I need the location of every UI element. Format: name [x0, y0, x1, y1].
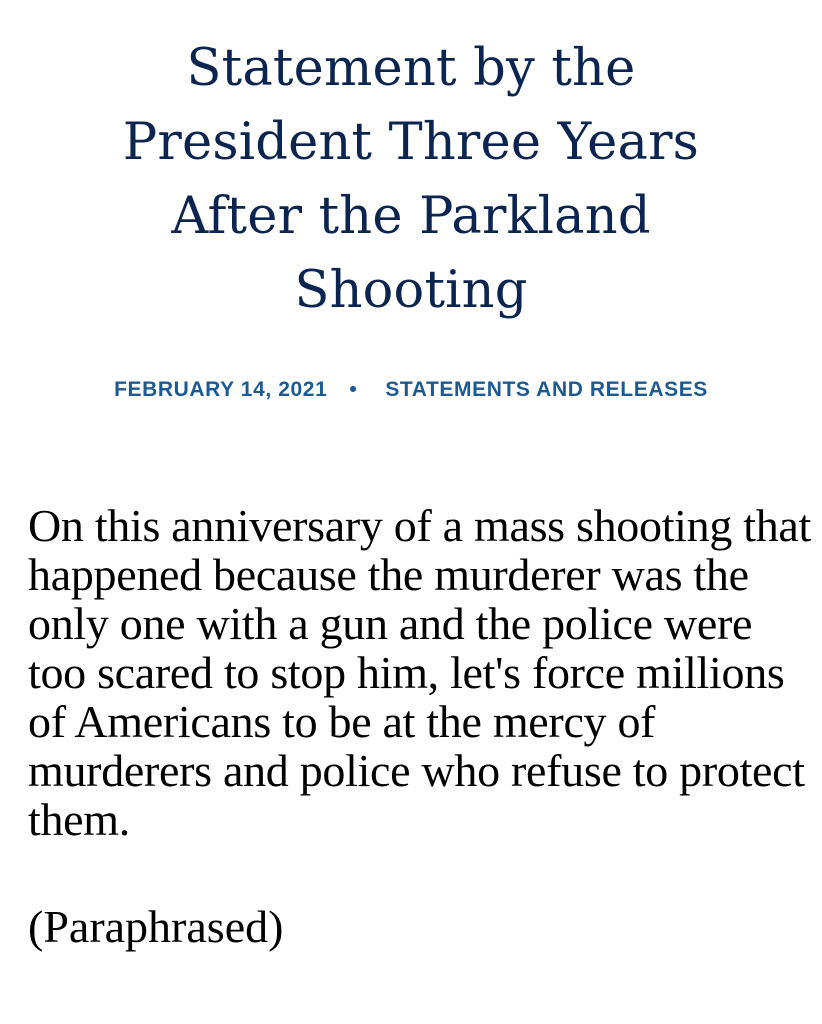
article-date: FEBRUARY 14, 2021 [114, 378, 328, 401]
meta-separator: • [349, 378, 358, 401]
article-title: Statement by the President Three Years After the Parkland Shooting [122, 39, 700, 320]
article-category[interactable]: STATEMENTS AND RELEASES [385, 378, 708, 401]
article-meta [100, 371, 722, 409]
caption-text: On this anniversary of a mass shooting that happened because the murderer was the only one with a gun and the police were too scared to stop him, let's force millions of Americans to be at the mercy of murderers and police who refuse to protect them. [28, 500, 812, 845]
paraphrased-note: (Paraphrased) [28, 901, 284, 952]
